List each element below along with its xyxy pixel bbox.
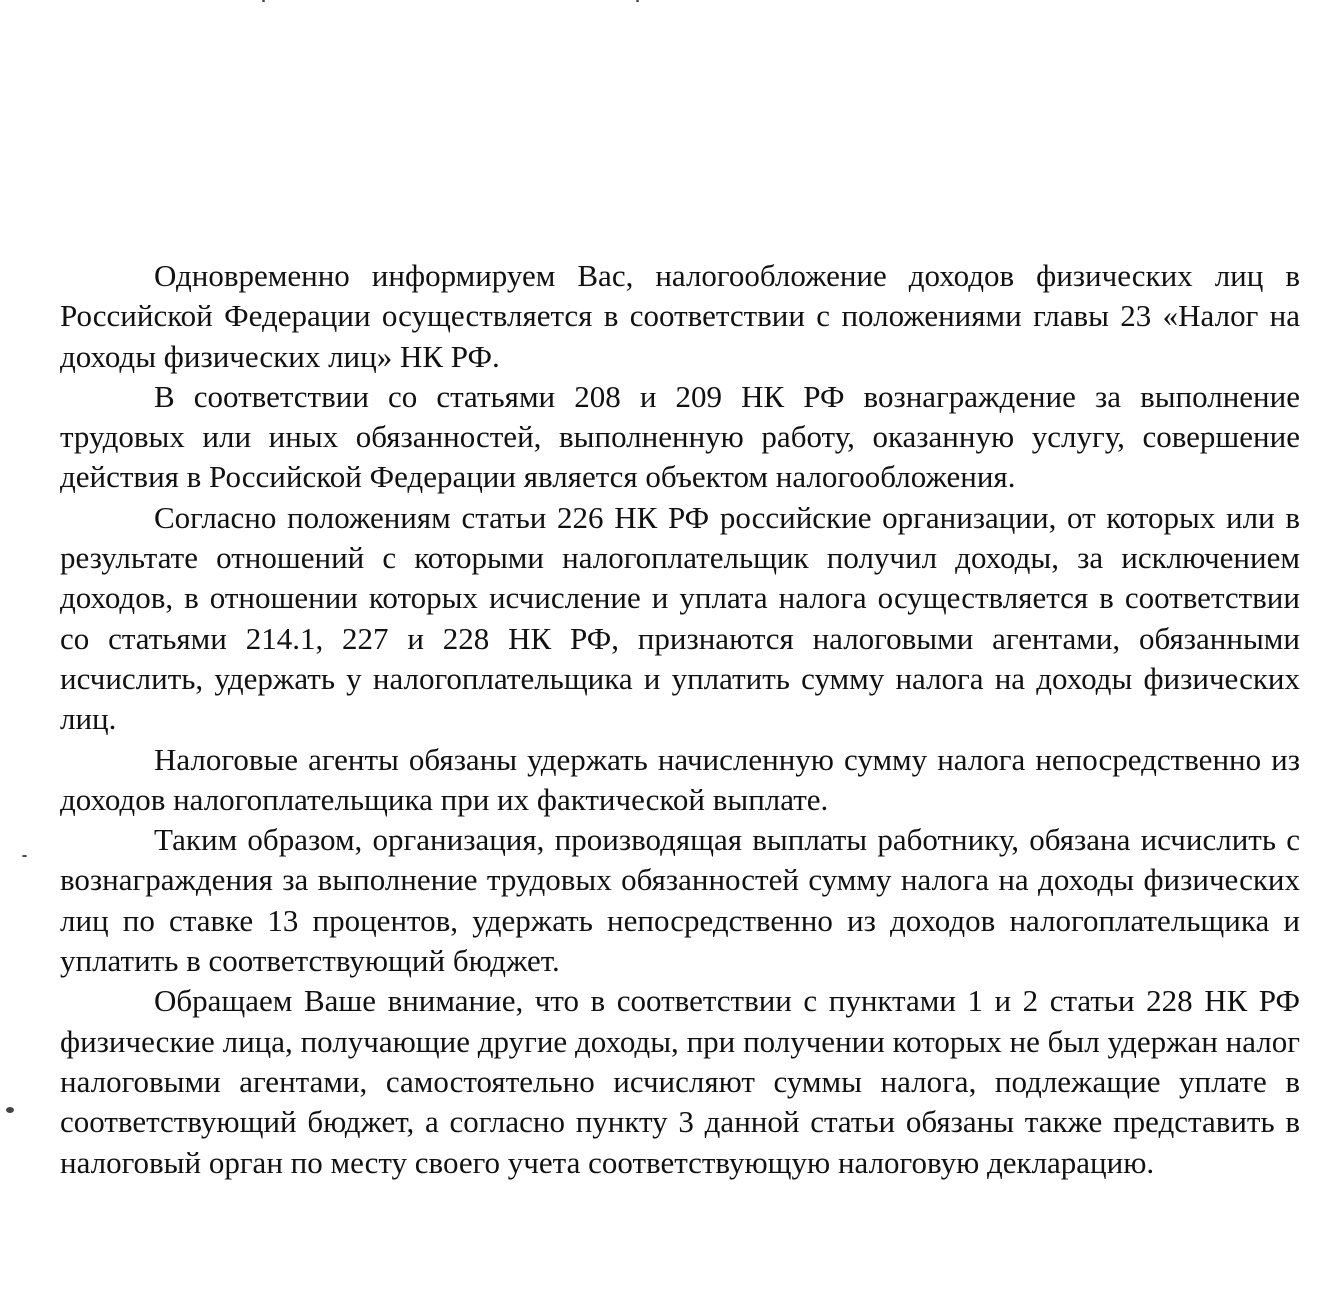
scan-speck	[22, 855, 27, 857]
paragraph-taxation-info: Одновременно информируем Вас, налогообложение доходов физических лиц в Российской Федерации осуществляется в соответствии с положениями главы 23 «Налог на доходы физических лиц» НК РФ.	[60, 258, 1300, 374]
scan-speck	[262, 0, 265, 2]
paragraph-organization-obligation: Таким образом, организация, производящая выплаты работнику, обязана исчислить с вознаграждения за выполнение трудовых обязанностей сумму налога на доходы физических лиц по ставке 13 процентов, удержать непосредственно из доходов налогоплательщика и уплатить в соответствующий бюджет.	[60, 822, 1300, 979]
document-body	[60, 256, 1300, 1183]
scan-speck	[636, 0, 639, 2]
paragraph-tax-agents: Налоговые агенты обязаны удержать начисленную сумму налога непосредственно из доходов налогоплательщика при их фактической выплате.	[60, 741, 1300, 817]
scan-speck	[6, 1107, 14, 1113]
paragraph-article-226: Согласно положениям статьи 226 НК РФ российские организации, от которых или в результате отношений с которыми налогоплательщик получил доходы, за исключением доходов, в отношении которых исчисление и уплата налога осуществляется в соответствии со статьями 214.1, 227 и 228 НК РФ, признаются налоговыми агентами, обязанными исчислить, удержать у налогоплательщика и уплатить сумму налога на доходы физических лиц.	[60, 499, 1300, 737]
paragraph-articles-208-209: В соответствии со статьями 208 и 209 НК РФ вознаграждение за выполнение трудовых или иных обязанностей, выполненную работу, оказанную услугу, совершение действия в Российской Федерации является объектом налогообложения.	[60, 378, 1300, 495]
paragraph-article-228: Обращаем Ваше внимание, что в соответствии с пунктами 1 и 2 статьи 228 НК РФ физические лица, получающие другие доходы, при получении которых не был удержан налог налоговыми агентами, самостоятельно исчисляют суммы налога, подлежащие уплате в соответствующий бюджет, а согласно пункту 3 данной статьи обязаны также представить в налоговый орган по месту своего учета соответствующую налоговую декларацию.	[60, 983, 1300, 1180]
